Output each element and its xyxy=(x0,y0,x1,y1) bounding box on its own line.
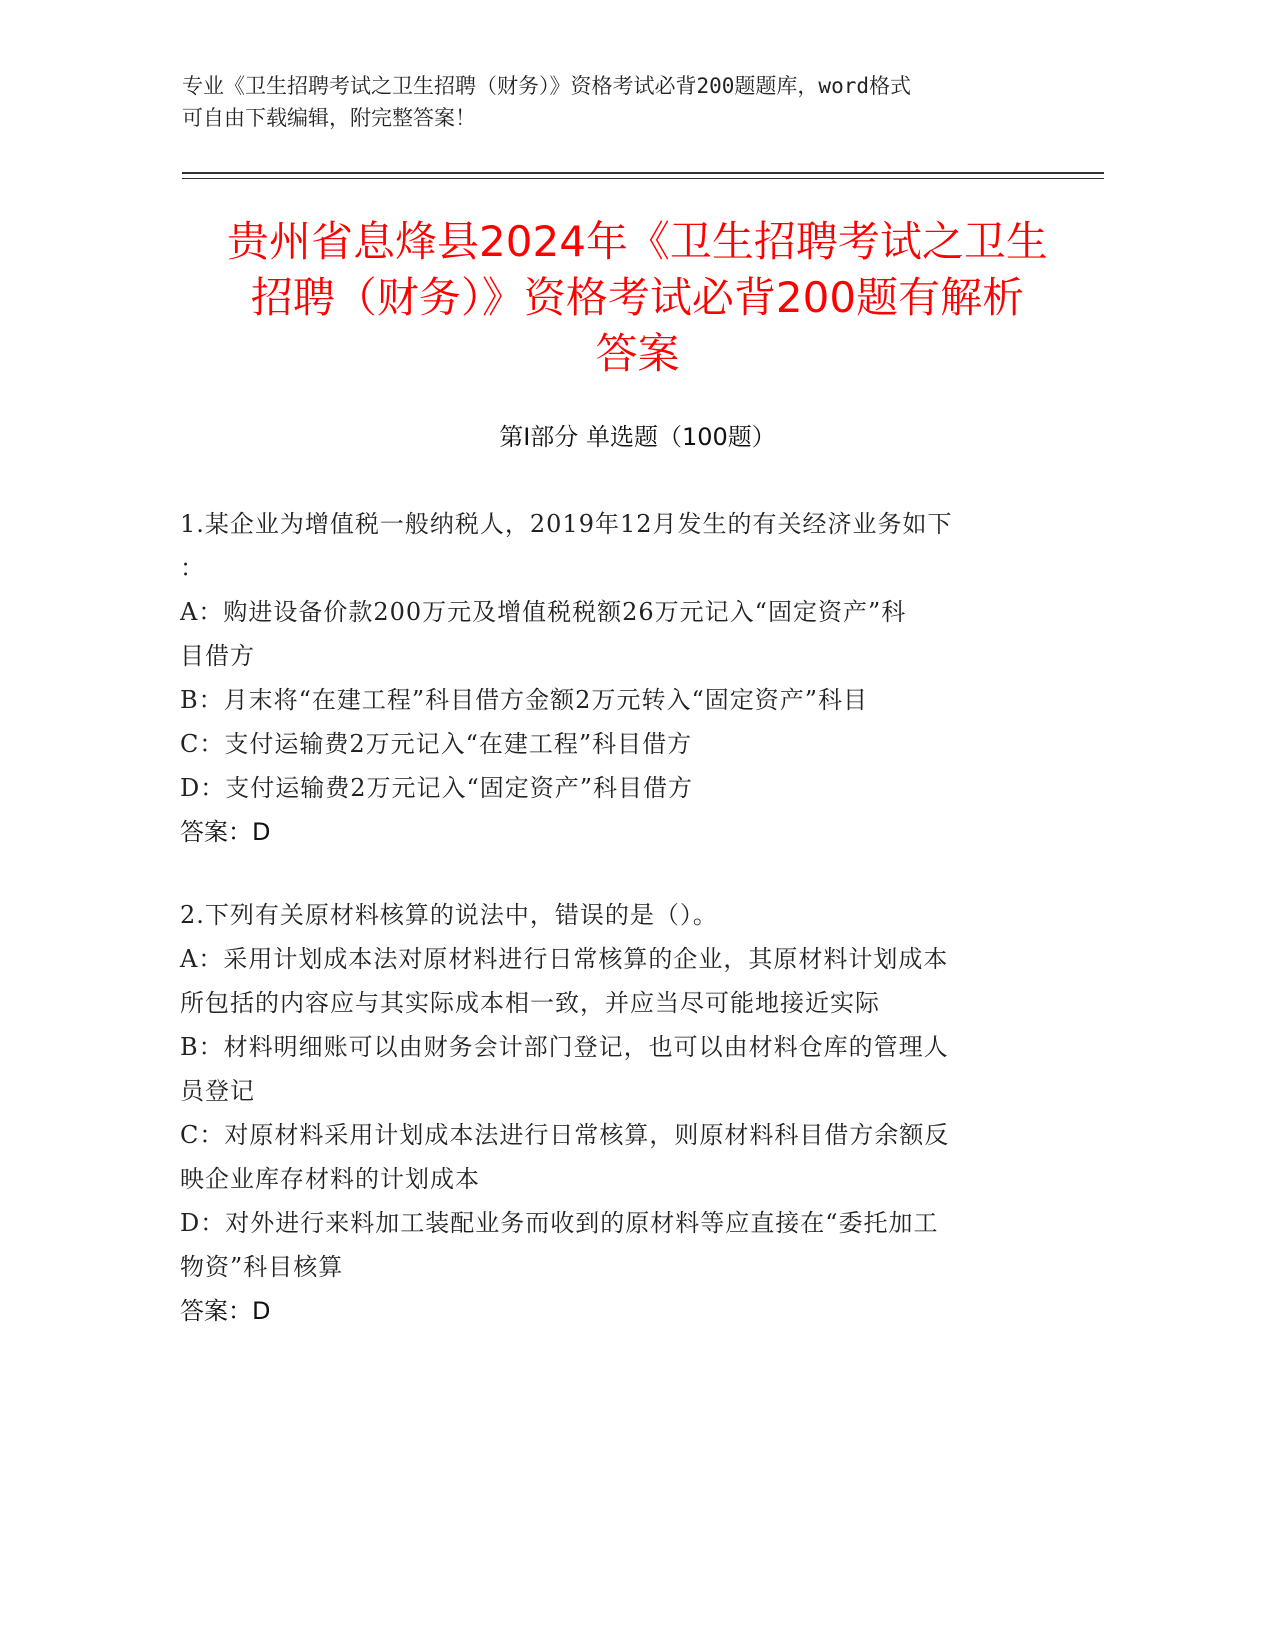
question-stem-line: 2.下列有关原材料核算的说法中，错误的是（）。 xyxy=(180,901,718,929)
question-2 xyxy=(180,893,1060,1333)
header-note xyxy=(182,70,1052,134)
option-b-line: B：材料明细账可以由财务会计部门登记，也可以由材料仓库的管理人 xyxy=(180,1033,949,1061)
document-title xyxy=(150,214,1125,382)
option-a-line: A：购进设备价款200万元及增值税税额26万元记入“固定资产”科 xyxy=(180,598,907,626)
option-d-line: D：对外进行来料加工装配业务而收到的原材料等应直接在“委托加工 xyxy=(180,1209,939,1237)
answer-line: 答案：D xyxy=(180,1297,271,1325)
title-line: 答案 xyxy=(595,329,680,378)
question-stem-line: ： xyxy=(180,554,205,582)
section-heading: 第Ⅰ部分 单选题（100题） xyxy=(499,423,776,451)
answer-line: 答案：D xyxy=(180,818,271,846)
option-c-line: C：支付运输费2万元记入“在建工程”科目借方 xyxy=(180,730,693,758)
option-c-line: 映企业库存材料的计划成本 xyxy=(180,1165,480,1193)
option-d-line: 物资”科目核算 xyxy=(180,1253,344,1281)
option-b-line: 员登记 xyxy=(180,1077,255,1105)
option-a-line: 目借方 xyxy=(180,642,255,670)
option-b-line: B：月末将“在建工程”科目借方金额2万元转入“固定资产”科目 xyxy=(180,686,868,714)
header-note-line: 专业《卫生招聘考试之卫生招聘（财务）》资格考试必背200题题库，word格式 xyxy=(182,74,911,98)
header-divider-thick xyxy=(182,172,1104,174)
option-a-line: 所包括的内容应与其实际成本相一致，并应当尽可能地接近实际 xyxy=(180,989,880,1017)
option-d-line: D：支付运输费2万元记入“固定资产”科目借方 xyxy=(180,774,694,802)
title-line: 贵州省息烽县2024年《卫生招聘考试之卫生 xyxy=(227,217,1048,266)
question-stem-line: 1.某企业为增值税一般纳税人，2019年12月发生的有关经济业务如下 xyxy=(180,510,953,538)
option-c-line: C：对原材料采用计划成本法进行日常核算，则原材料科目借方余额反 xyxy=(180,1121,950,1149)
header-divider-thin xyxy=(182,178,1104,179)
title-line: 招聘（财务）》资格考试必背200题有解析 xyxy=(250,273,1025,322)
header-note-line: 可自由下载编辑，附完整答案！ xyxy=(182,106,476,130)
question-1 xyxy=(180,502,1060,854)
option-a-line: A：采用计划成本法对原材料进行日常核算的企业，其原材料计划成本 xyxy=(180,945,949,973)
